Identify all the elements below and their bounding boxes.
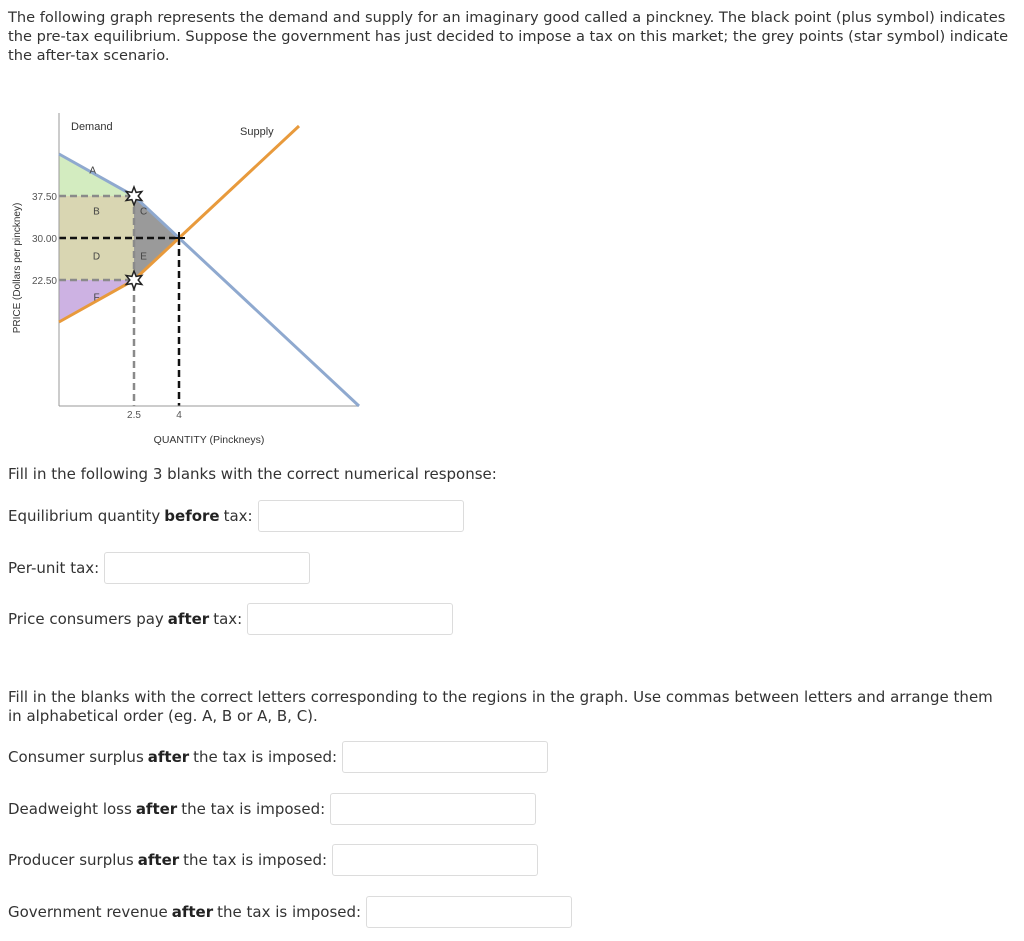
x-tick-label-1: 4 (176, 410, 182, 421)
x-tick-label-0: 2.5 (127, 410, 141, 421)
y-tick-label-0: 37.50 (31, 192, 57, 203)
intro-text: The following graph represents the demand and supply for an imaginary good called a pinckney. The black point (plus symbol) indicates the pre-tax equilibrium. Suppose the government has just decided to impose a tax on this market; the grey points (star symbol) indicate the after-tax scenario. (8, 9, 1009, 64)
region-label-a: A (89, 165, 97, 177)
government-revenue-input[interactable] (366, 896, 572, 928)
question-producer-surplus (8, 844, 538, 876)
producer-surplus-input[interactable] (332, 844, 538, 876)
question-label: Government revenue (8, 903, 168, 921)
question-label-end: tax: (223, 507, 253, 525)
question-label-end: tax: (213, 610, 243, 628)
consumer-surplus-input[interactable] (342, 741, 548, 773)
supply-demand-chart (0, 108, 380, 458)
question-label-end: the tax is imposed: (217, 903, 362, 921)
question-emphasis: after (147, 748, 190, 766)
region-label-f: F (93, 292, 100, 304)
question-emphasis: after (135, 800, 178, 818)
question-label: Consumer surplus (8, 748, 144, 766)
question-label-end: the tax is imposed: (183, 851, 328, 869)
question-emphasis: after (137, 851, 180, 869)
question-label-end: the tax is imposed: (193, 748, 338, 766)
y-axis-label: PRICE (Dollars per pinckney) (12, 202, 23, 334)
question-emphasis: before (164, 507, 220, 525)
supply-label: Supply (240, 126, 274, 138)
question-label: Per-unit tax: (8, 559, 100, 577)
question-government-revenue (8, 896, 572, 928)
question-label: Equilibrium quantity (8, 507, 161, 525)
x-axis-label: QUANTITY (Pinckneys) (153, 434, 265, 446)
region-label-d: D (92, 251, 101, 263)
equilibrium-quantity-input[interactable] (258, 500, 464, 532)
question-consumer-surplus (8, 741, 548, 773)
region-label-c: C (139, 206, 148, 218)
y-tick-label-1: 30.00 (31, 234, 57, 245)
question-per-unit-tax (8, 552, 310, 584)
question-emphasis: after (167, 610, 210, 628)
question-equilibrium-quantity (8, 500, 464, 532)
per-unit-tax-input[interactable] (104, 552, 310, 584)
question-label: Price consumers pay (8, 610, 164, 628)
consumer-price-input[interactable] (247, 603, 453, 635)
demand-label: Demand (71, 121, 113, 133)
question-emphasis: after (171, 903, 214, 921)
section2-instructions: Fill in the blanks with the correct letters corresponding to the regions in the graph. Use commas between letters and arrange them in alphabetical order (eg. A, B or A, B, C). (8, 688, 993, 725)
question-label: Producer surplus (8, 851, 134, 869)
question-label: Deadweight loss (8, 800, 132, 818)
question-label-end: the tax is imposed: (181, 800, 326, 818)
question-consumer-price (8, 603, 453, 635)
y-tick-label-2: 22.50 (31, 276, 57, 287)
region-label-b: B (93, 206, 100, 218)
region-label-e: E (140, 251, 147, 263)
question-deadweight-loss (8, 793, 536, 825)
deadweight-loss-input[interactable] (330, 793, 536, 825)
section1-instructions: Fill in the following 3 blanks with the correct numerical response: (8, 465, 497, 483)
